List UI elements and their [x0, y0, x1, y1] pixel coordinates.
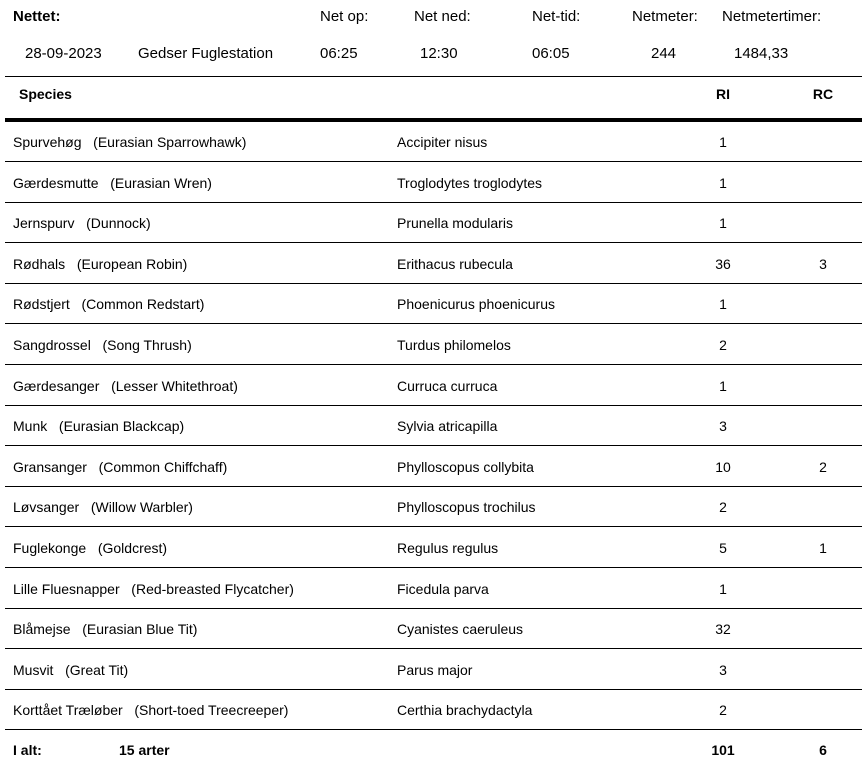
- net-meters-value: 244: [651, 45, 677, 62]
- latin-name: Turdus philomelos: [397, 337, 511, 353]
- species-name: [13, 569, 294, 609]
- english-name: (Lesser Whitethroat): [111, 377, 238, 394]
- latin-name: Cyanistes caeruleus: [397, 621, 524, 638]
- net-label: Nettet:: [13, 8, 61, 25]
- rc-count: [803, 325, 843, 365]
- english-name: (Eurasian Blue Tit): [82, 621, 198, 638]
- total-ri: 101: [711, 742, 735, 758]
- danish-name: Gransanger: [13, 458, 87, 475]
- english-name: (Eurasian Blackcap): [58, 418, 185, 435]
- latin-name: Certhia brachydactyla: [397, 702, 533, 719]
- date-value: 28-09-2023: [25, 45, 102, 62]
- english-name: (Common Chiffchaff): [98, 458, 228, 475]
- latin-name: Regulus regulus: [397, 540, 499, 556]
- rc-count: 3: [819, 255, 827, 272]
- column-header-rc: RC: [812, 86, 834, 102]
- latin-name: Ficedula parva: [397, 580, 489, 597]
- ri-count: 5: [719, 540, 727, 556]
- ri-count: 3: [719, 418, 727, 435]
- english-name: (Song Thrush): [102, 337, 192, 353]
- rc-count: 2: [819, 458, 827, 475]
- ri-count: 10: [715, 458, 731, 475]
- ri-count: 1: [719, 134, 727, 150]
- table-row: [0, 284, 863, 324]
- column-header-species: Species: [19, 86, 72, 102]
- station-value: Gedser Fuglestation: [138, 45, 274, 62]
- english-name: (Great Tit): [65, 661, 129, 678]
- latin-name: Erithacus rubecula: [397, 255, 513, 272]
- danish-name: Blåmejse: [13, 621, 71, 638]
- danish-name: Gærdesanger: [13, 377, 100, 394]
- species-name: [13, 690, 288, 730]
- ri-count: 1: [719, 296, 727, 313]
- rc-count: [803, 122, 843, 162]
- ri-count: 2: [719, 499, 727, 516]
- table-row: [0, 244, 863, 284]
- rc-count: 1: [819, 540, 827, 556]
- english-name: (Willow Warbler): [90, 499, 193, 516]
- table-row: [0, 447, 863, 487]
- table-row: [0, 406, 863, 446]
- species-name: [13, 122, 246, 162]
- latin-name: Sylvia atricapilla: [397, 418, 498, 435]
- english-name: (Dunnock): [86, 215, 151, 232]
- net-meters-label: Netmeter:: [632, 8, 698, 25]
- table-row: [0, 203, 863, 243]
- latin-name: Prunella modularis: [397, 215, 513, 232]
- ri-count: 2: [719, 702, 727, 719]
- ri-count: 1: [719, 580, 727, 597]
- species-name: [13, 284, 204, 324]
- table-row: [0, 528, 863, 568]
- latin-name: Curruca curruca: [397, 377, 498, 394]
- latin-name: Troglodytes troglodytes: [397, 174, 542, 191]
- species-name: [13, 447, 227, 487]
- rc-count: [803, 406, 843, 446]
- header-divider: [5, 76, 862, 77]
- net-down-value: 12:30: [420, 45, 458, 62]
- english-name: (European Robin): [76, 255, 188, 272]
- species-name: [13, 325, 192, 365]
- ri-count: 1: [719, 377, 727, 394]
- english-name: (Eurasian Sparrowhawk): [93, 134, 247, 150]
- species-name: [13, 163, 212, 203]
- english-name: (Goldcrest): [97, 540, 168, 556]
- species-name: [13, 528, 167, 568]
- latin-name: Phoenicurus phoenicurus: [397, 296, 555, 313]
- table-row: [0, 690, 863, 730]
- danish-name: Rødstjert: [13, 296, 70, 313]
- net-time-value: 06:05: [532, 45, 570, 62]
- latin-name: Parus major: [397, 661, 473, 678]
- species-name: [13, 650, 128, 690]
- danish-name: Fuglekonge: [13, 540, 87, 556]
- species-name: [13, 203, 151, 243]
- table-row: [0, 609, 863, 649]
- english-name: (Short-toed Treecreeper): [134, 702, 289, 719]
- rc-count: [803, 284, 843, 324]
- rc-count: [803, 203, 843, 243]
- total-species-count: 15 arter: [119, 742, 170, 758]
- table-row: [0, 325, 863, 365]
- danish-name: Jernspurv: [13, 215, 75, 232]
- table-row: [0, 366, 863, 406]
- column-header-ri: RI: [716, 86, 730, 102]
- danish-name: Rødhals: [13, 255, 66, 272]
- ri-count: 32: [715, 621, 731, 638]
- row-divider: [5, 729, 862, 730]
- rc-count: [803, 163, 843, 203]
- english-name: (Red-breasted Flycatcher): [131, 580, 294, 597]
- english-name: (Eurasian Wren): [110, 174, 212, 191]
- table-row: [0, 122, 863, 162]
- latin-name: Accipiter nisus: [397, 134, 488, 150]
- species-name: [13, 609, 197, 649]
- rc-count: [803, 366, 843, 406]
- danish-name: Lille Fluesnapper: [13, 580, 120, 597]
- species-name: [13, 406, 184, 446]
- net-meter-hours-value: 1484,33: [734, 45, 789, 62]
- ri-count: 1: [719, 174, 727, 191]
- ri-count: 1: [719, 215, 727, 232]
- ri-count: 3: [719, 661, 727, 678]
- danish-name: Gærdesmutte: [13, 174, 99, 191]
- danish-name: Korttået Træløber: [13, 702, 123, 719]
- rc-count: [803, 690, 843, 730]
- total-rc: 6: [819, 742, 827, 758]
- danish-name: Sangdrossel: [13, 337, 91, 353]
- ri-count: 36: [715, 255, 731, 272]
- species-name: [13, 366, 238, 406]
- ri-count: 2: [719, 337, 727, 353]
- table-row: [0, 487, 863, 527]
- table-row: [0, 163, 863, 203]
- rc-count: [803, 650, 843, 690]
- table-row: [0, 650, 863, 690]
- net-time-label: Net-tid:: [532, 8, 581, 25]
- danish-name: Musvit: [13, 661, 54, 678]
- danish-name: Spurvehøg: [13, 134, 82, 150]
- danish-name: Munk: [13, 418, 48, 435]
- total-label: I alt:: [13, 742, 42, 758]
- net-up-label: Net op:: [320, 8, 369, 25]
- rc-count: [803, 487, 843, 527]
- rc-count: [803, 609, 843, 649]
- net-meter-hours-label: Netmetertimer:: [722, 8, 822, 25]
- net-up-value: 06:25: [320, 45, 358, 62]
- net-down-label: Net ned:: [414, 8, 471, 25]
- rc-count: [803, 569, 843, 609]
- latin-name: Phylloscopus trochilus: [397, 499, 536, 516]
- danish-name: Løvsanger: [13, 499, 80, 516]
- latin-name: Phylloscopus collybita: [397, 458, 534, 475]
- species-name: [13, 244, 187, 284]
- table-row: [0, 569, 863, 609]
- english-name: (Common Redstart): [81, 296, 205, 313]
- species-name: [13, 487, 193, 527]
